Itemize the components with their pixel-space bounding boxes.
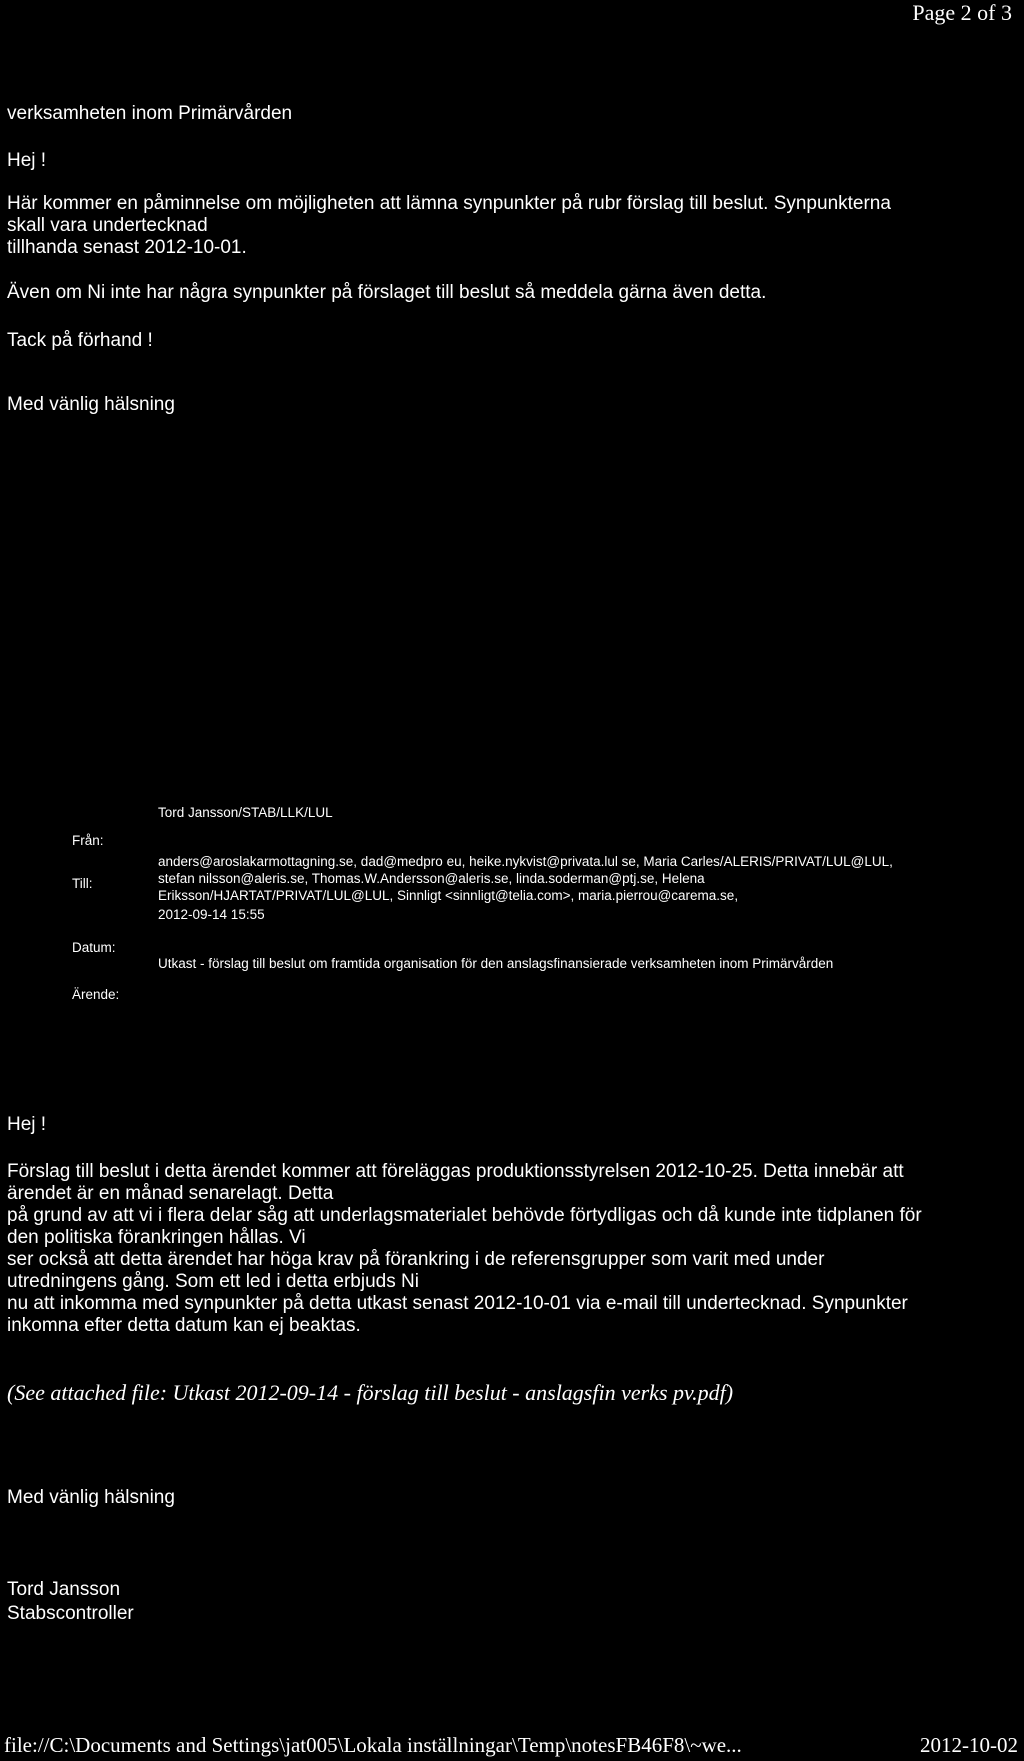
proposal-line: ärendet är en månad senarelagt. Detta (7, 1183, 334, 1204)
date-label: Datum: (72, 940, 116, 955)
recipients-line: stefan nilsson@aleris.se, Thomas.W.Andersson@aleris.se, linda.soderman@ptj.se, Helena (158, 871, 705, 886)
to-label: Till: (72, 876, 93, 891)
subject-tail: verksamheten inom Primärvården (7, 103, 293, 124)
signature-title: Stabscontroller (7, 1603, 134, 1624)
greeting-bottom: Hej ! (7, 1114, 47, 1135)
recipients-line: Eriksson/HJARTAT/PRIVAT/LUL@LUL, Sinnligt <sinnligt@telia.com>, maria.pierrou@carema.se, (158, 888, 739, 903)
proposal-line: nu att inkomma med synpunkter på detta utkast senast 2012-10-01 via e-mail till undertecknad. Synpunkter (7, 1293, 908, 1314)
signature-name: Tord Jansson (7, 1579, 121, 1600)
closing-top: Med vänlig hälsning (7, 394, 175, 415)
from-label: Från: (72, 833, 104, 848)
closing-bottom: Med vänlig hälsning (7, 1487, 175, 1508)
sender-name: Tord Jansson/STAB/LLK/LUL (158, 805, 333, 820)
date-value: 2012-09-14 15:55 (158, 907, 265, 922)
proposal-line: utredningens gång. Som ett led i detta erbjuds Ni (7, 1271, 419, 1292)
attachment-link[interactable]: (See attached file: Utkast 2012-09-14 - förslag till beslut - anslagsfin verks pv.pdf) (7, 1380, 734, 1405)
recipients-line: anders@aroslakarmottagning.se, dad@medpro eu, heike.nykvist@privata.lul se, Maria Carles/ALERIS/PRIVAT/LUL@LUL, (158, 854, 893, 869)
recipients-list (158, 853, 1018, 904)
footer-date: 2012-10-02 (920, 1733, 1018, 1757)
greeting-top: Hej ! (7, 150, 47, 171)
proposal-paragraph (7, 1161, 1017, 1337)
reminder-paragraph (7, 193, 1012, 259)
subject-value: Utkast - förslag till beslut om framtida organisation för den anslagsfinansierade verksamheten inom Primärvården (158, 956, 834, 971)
page-indicator: Page 2 of 3 (912, 0, 1012, 25)
proposal-line: ser också att detta ärendet har höga krav på förankring i de referensgrupper som varit med under (7, 1249, 825, 1270)
subject-label: Ärende: (72, 987, 120, 1002)
thanks-text: Tack på förhand ! (7, 330, 153, 351)
footer-file-path: file://C:\Documents and Settings\jat005\Lokala inställningar\Temp\notesFB46F8\~we... (4, 1733, 742, 1757)
reminder-line: Här kommer en påminnelse om möjligheten att lämna synpunkter på rubr förslag till beslut. Synpunkterna (7, 193, 891, 214)
no-comments-paragraph: Även om Ni inte har några synpunkter på förslaget till beslut så meddela gärna även detta. (7, 282, 767, 303)
proposal-line: på grund av att vi i flera delar såg att underlagsmaterialet behövde förtydligas och då kunde inte tidplanen för (7, 1205, 922, 1226)
reminder-line: tillhanda senast 2012-10-01. (7, 237, 247, 258)
proposal-line: Förslag till beslut i detta ärendet kommer att föreläggas produktionsstyrelsen 2012-10-25. Detta innebär att (7, 1161, 904, 1182)
proposal-line: den politiska förankringen hållas. Vi (7, 1227, 306, 1248)
proposal-line: inkomna efter detta datum kan ej beaktas. (7, 1315, 361, 1336)
reminder-line: skall vara undertecknad (7, 215, 208, 236)
